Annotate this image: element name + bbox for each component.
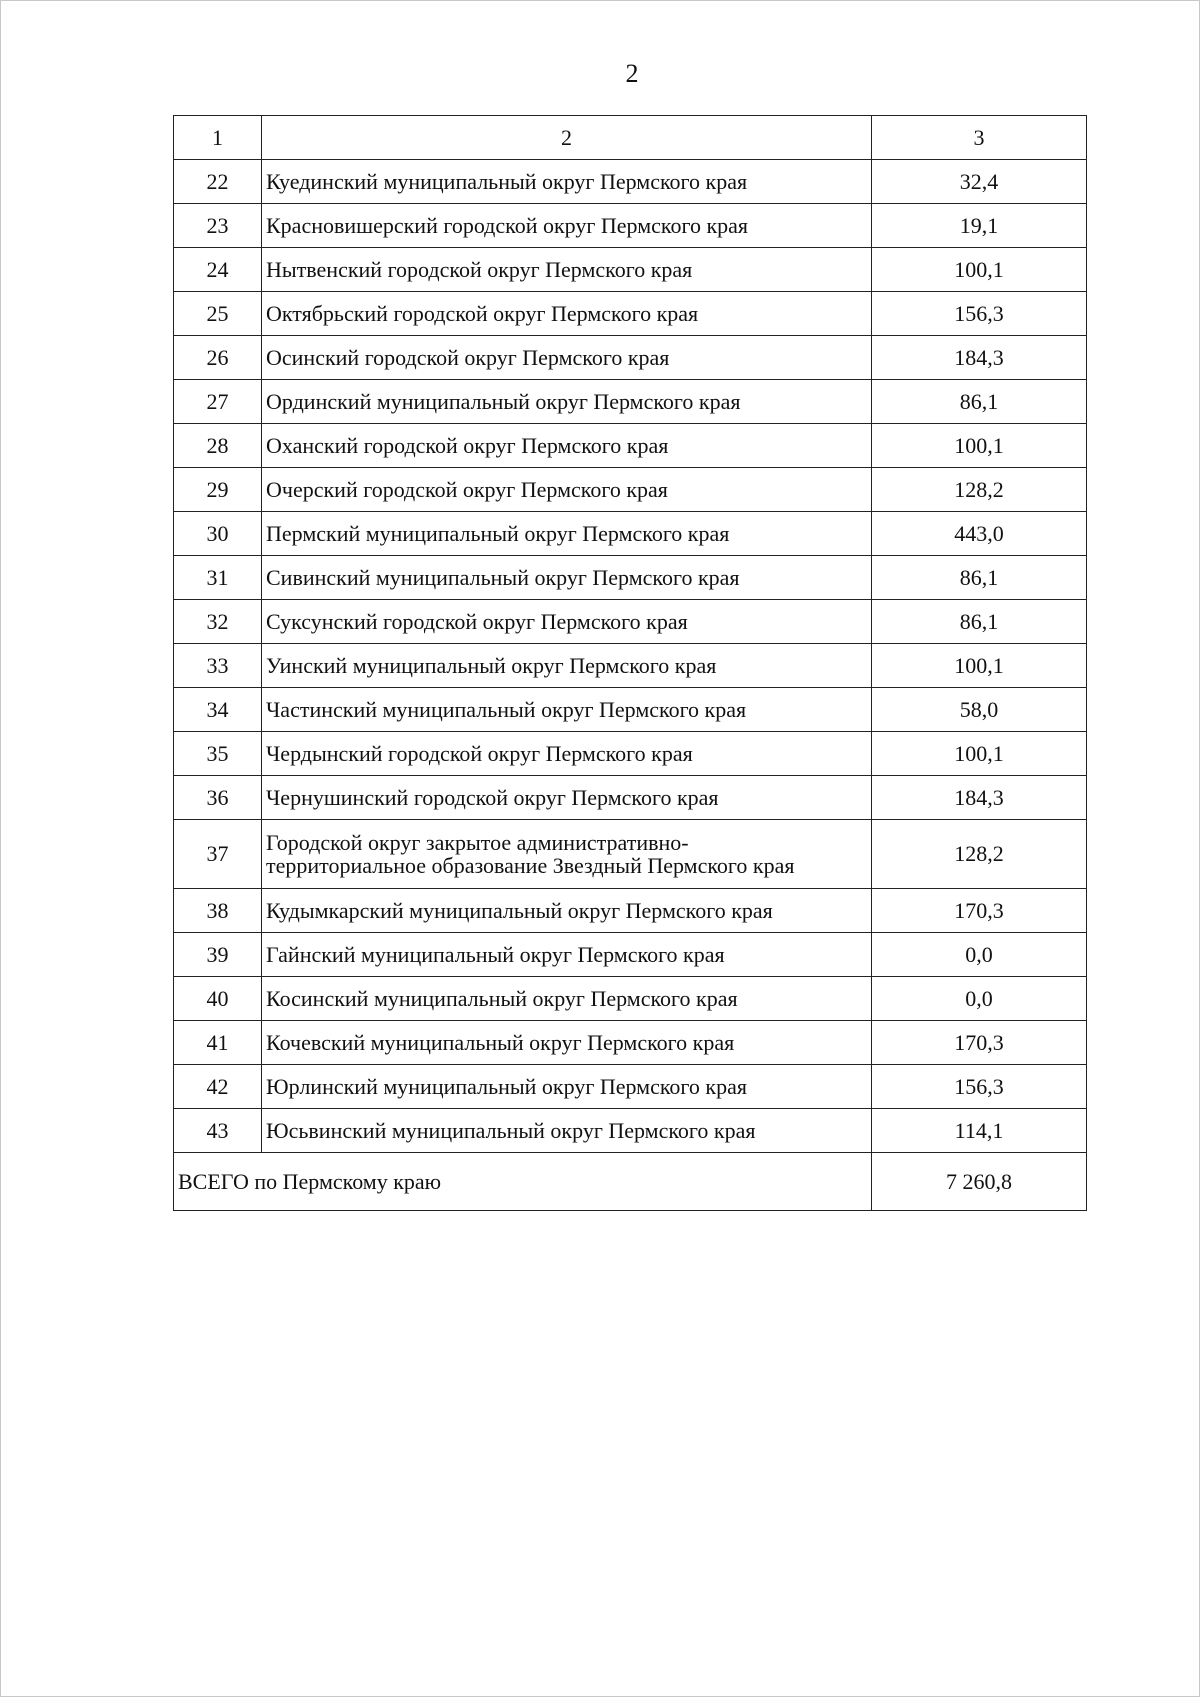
- municipality-name: Осинский городской округ Пермского края: [262, 336, 872, 380]
- row-value: 100,1: [872, 732, 1087, 776]
- page-number: 2: [625, 59, 639, 88]
- table-row: [174, 248, 1087, 292]
- municipality-name: Юрлинский муниципальный округ Пермского края: [262, 1065, 872, 1109]
- row-value: 86,1: [872, 556, 1087, 600]
- row-value: 170,3: [872, 1021, 1087, 1065]
- row-number: 36: [174, 776, 262, 820]
- row-number: 26: [174, 336, 262, 380]
- row-number: 35: [174, 732, 262, 776]
- row-value: 156,3: [872, 292, 1087, 336]
- municipality-name: Очерский городской округ Пермского края: [262, 468, 872, 512]
- row-value: 32,4: [872, 160, 1087, 204]
- row-value: 128,2: [872, 468, 1087, 512]
- row-value: 170,3: [872, 889, 1087, 933]
- table-row: [174, 556, 1087, 600]
- row-value: 128,2: [872, 820, 1087, 889]
- table-row: [174, 600, 1087, 644]
- municipality-name: Чердынский городской округ Пермского края: [262, 732, 872, 776]
- row-number: 32: [174, 600, 262, 644]
- table-row: [174, 889, 1087, 933]
- table-header-row: [174, 116, 1087, 160]
- column-header-1: 1: [174, 116, 262, 160]
- municipality-name: [262, 820, 872, 889]
- row-value: 19,1: [872, 204, 1087, 248]
- row-number: 22: [174, 160, 262, 204]
- row-value: 0,0: [872, 933, 1087, 977]
- table-row: [174, 933, 1087, 977]
- row-number: 30: [174, 512, 262, 556]
- row-number: 25: [174, 292, 262, 336]
- table-row: [174, 424, 1087, 468]
- row-value: 156,3: [872, 1065, 1087, 1109]
- municipality-name: Суксунский городской округ Пермского края: [262, 600, 872, 644]
- total-row: [174, 1153, 1087, 1211]
- municipality-name: Юсьвинский муниципальный округ Пермского края: [262, 1109, 872, 1153]
- municipality-name: Кудымкарский муниципальный округ Пермского края: [262, 889, 872, 933]
- row-value: 58,0: [872, 688, 1087, 732]
- table-row: [174, 1021, 1087, 1065]
- table-row: [174, 512, 1087, 556]
- table-row: [174, 204, 1087, 248]
- table-row: [174, 160, 1087, 204]
- row-value: 86,1: [872, 600, 1087, 644]
- municipality-name: Пермский муниципальный округ Пермского края: [262, 512, 872, 556]
- table-row: [174, 644, 1087, 688]
- municipality-name: Косинский муниципальный округ Пермского края: [262, 977, 872, 1021]
- table-row: [174, 1065, 1087, 1109]
- municipality-name: Частинский муниципальный округ Пермского края: [262, 688, 872, 732]
- municipality-name: Нытвенский городской округ Пермского края: [262, 248, 872, 292]
- municipality-name: Октябрьский городской округ Пермского края: [262, 292, 872, 336]
- row-number: 38: [174, 889, 262, 933]
- row-number: 23: [174, 204, 262, 248]
- row-number: 39: [174, 933, 262, 977]
- row-number: 43: [174, 1109, 262, 1153]
- row-number: 24: [174, 248, 262, 292]
- table-row: [174, 732, 1087, 776]
- total-value: 7 260,8: [872, 1153, 1087, 1211]
- municipality-name: Ординский муниципальный округ Пермского края: [262, 380, 872, 424]
- municipality-name: Уинский муниципальный округ Пермского края: [262, 644, 872, 688]
- municipality-name-line-2: территориальное образование Звездный Пермского края: [266, 853, 795, 878]
- municipality-name: Красновишерский городской округ Пермского края: [262, 204, 872, 248]
- row-value: 114,1: [872, 1109, 1087, 1153]
- municipality-name: Оханский городской округ Пермского края: [262, 424, 872, 468]
- row-number: 29: [174, 468, 262, 512]
- row-value: 443,0: [872, 512, 1087, 556]
- municipality-name: Чернушинский городской округ Пермского края: [262, 776, 872, 820]
- row-number: 27: [174, 380, 262, 424]
- row-number: 40: [174, 977, 262, 1021]
- row-value: 184,3: [872, 336, 1087, 380]
- table-row: [174, 468, 1087, 512]
- row-number: 42: [174, 1065, 262, 1109]
- row-number: 41: [174, 1021, 262, 1065]
- row-number: 31: [174, 556, 262, 600]
- table-row: [174, 688, 1087, 732]
- allocation-table: [173, 115, 1087, 1211]
- table-row: [174, 336, 1087, 380]
- table-row: [174, 776, 1087, 820]
- table-row: [174, 380, 1087, 424]
- row-number: 33: [174, 644, 262, 688]
- row-number: 37: [174, 820, 262, 889]
- table-row: [174, 1109, 1087, 1153]
- row-number: 34: [174, 688, 262, 732]
- municipality-name: Сивинский муниципальный округ Пермского края: [262, 556, 872, 600]
- row-value: 86,1: [872, 380, 1087, 424]
- table-row: [174, 977, 1087, 1021]
- row-value: 100,1: [872, 248, 1087, 292]
- column-header-3: 3: [872, 116, 1087, 160]
- row-value: 0,0: [872, 977, 1087, 1021]
- row-number: 28: [174, 424, 262, 468]
- table-row: [174, 820, 1087, 889]
- table-row: [174, 292, 1087, 336]
- row-value: 100,1: [872, 644, 1087, 688]
- column-header-2: 2: [262, 116, 872, 160]
- municipality-name-line-1: Городской округ закрытое административно-: [266, 830, 689, 855]
- municipality-name: Гайнский муниципальный округ Пермского края: [262, 933, 872, 977]
- total-label: ВСЕГО по Пермскому краю: [174, 1153, 872, 1211]
- row-value: 100,1: [872, 424, 1087, 468]
- municipality-name: Куединский муниципальный округ Пермского края: [262, 160, 872, 204]
- municipality-name: Кочевский муниципальный округ Пермского края: [262, 1021, 872, 1065]
- row-value: 184,3: [872, 776, 1087, 820]
